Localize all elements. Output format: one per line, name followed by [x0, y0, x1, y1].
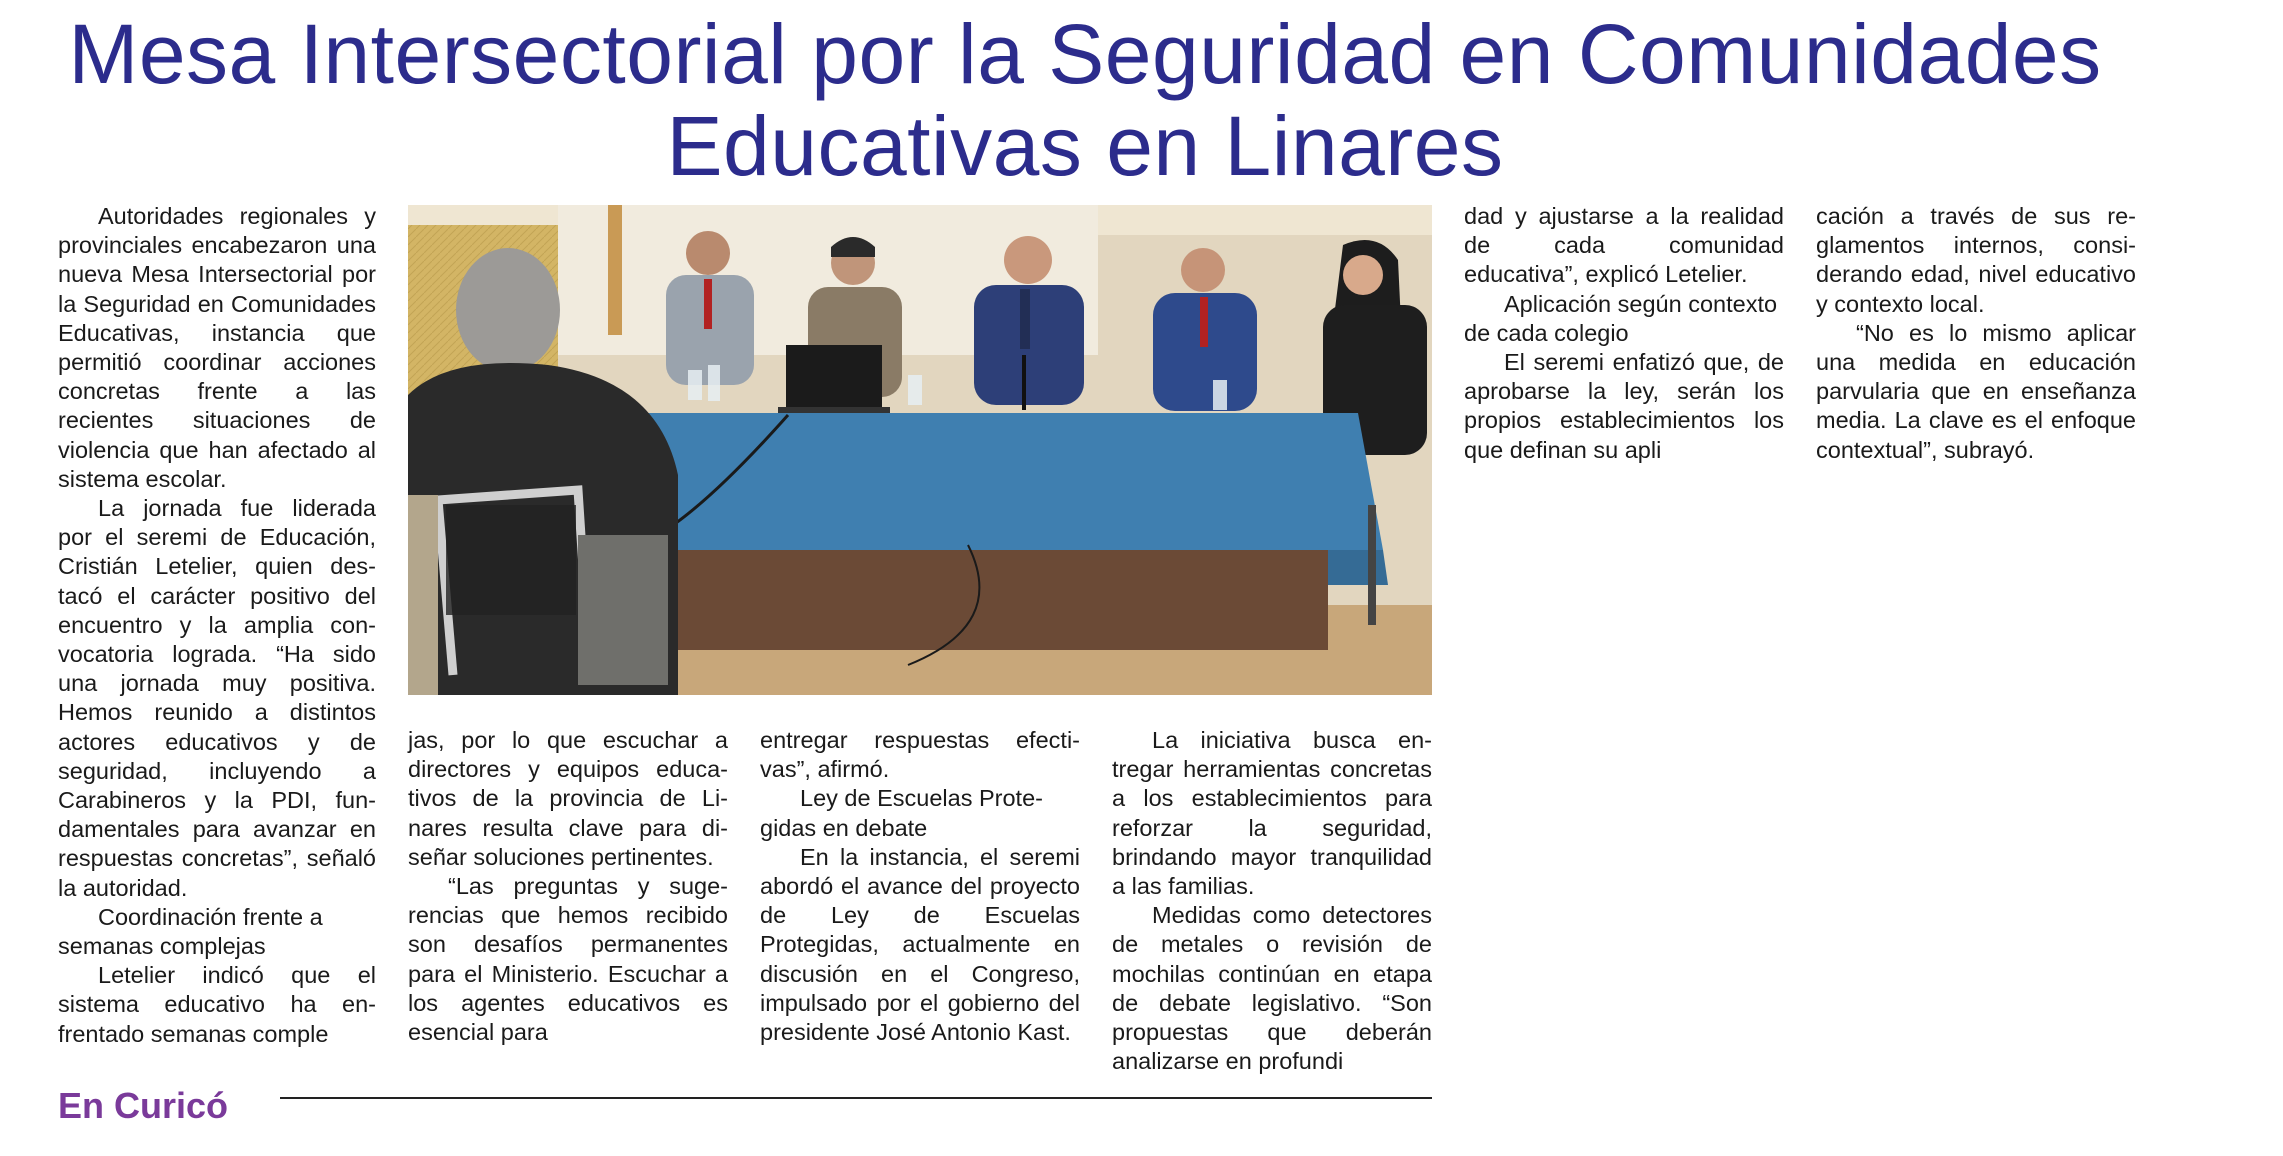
paragraph: jas, por lo que escuchar a directores y equipos educativos de la provincia de Linares resulta clave para diseñar soluciones pertinentes. — [408, 727, 728, 870]
next-section-heading-fragment: En Curicó — [58, 1085, 229, 1126]
text-column-2 — [408, 726, 728, 1047]
text-column-5 — [1464, 202, 1784, 465]
subheading: Aplicación según contexto de cada colegio — [1464, 290, 1778, 346]
text-column-1 — [58, 202, 376, 1049]
paragraph: Autoridades regionales y provinciales encabezaron una nueva Mesa Intersectorial por la Seguridad en Comunidades Educativas, instancia que permitió coordinar acciones concretas frente a las recientes situaciones de violencia que han afectado al sistema escolar. — [58, 203, 376, 492]
paragraph: entregar respuestas efectivas”, afirmó. — [760, 727, 1080, 783]
headline-line-1: Mesa Intersectorial por la Seguridad en Comunidades — [68, 7, 2102, 101]
subheading: Ley de Escuelas Protegidas en debate — [760, 785, 1043, 841]
meeting-photo-illustration — [408, 205, 1432, 695]
text-column-3 — [760, 726, 1080, 1047]
paragraph: La jornada fue liderada por el seremi de Educación, Cristián Letelier, quien destacó el carácter positivo del encuentro y la amplia convocatoria lograda. “Ha sido una jornada muy positiva. Hemos reunido a distintos actores educativos y de seguridad, incluyendo a Carabineros y la PDI, fundamentales para avanzar en respuestas concretas”, señaló la autoridad. — [58, 495, 376, 901]
article-photo — [408, 205, 1432, 695]
text-column-6 — [1816, 202, 2136, 465]
paragraph: Letelier indicó que el sistema educativo ha enfrentado semanas comple — [58, 962, 376, 1047]
paragraph: La iniciativa busca entregar herramientas concretas a los establecimientos para reforzar la seguridad, brindando mayor tranquilidad a las familias. — [1112, 727, 1432, 900]
section-divider — [280, 1097, 1432, 1099]
article-headline — [30, 8, 2140, 192]
text-column-4 — [1112, 726, 1432, 1076]
paragraph: En la instancia, el seremi abordó el avance del proyecto de Ley de Escuelas Protegidas, actualmente en discusión en el Congreso, impulsado por el gobierno del presidente José Antonio Kast. — [760, 843, 1080, 1046]
headline-line-2: Educativas en Linares — [666, 99, 1504, 193]
paragraph: “No es lo mismo aplicar una medida en educación parvularia que en enseñanza media. La clave es el enfoque contextual”, subrayó. — [1816, 319, 2136, 463]
paragraph: “Las preguntas y sugerencias que hemos recibido son desafíos permanentes para el Ministerio. Escuchar a los agentes educativos es esencial para — [408, 873, 728, 1046]
paragraph: El seremi enfatizó que, de aprobarse la ley, serán los propios establecimientos los que definan su apli — [1464, 349, 1784, 463]
paragraph: cación a través de sus reglamentos internos, considerando edad, nivel educativo y contexto local. — [1816, 203, 2136, 317]
subheading: Coordinación frente a semanas complejas — [58, 903, 323, 960]
paragraph: Medidas como detectores de metales o revisión de mochilas continúan en etapa de debate legislativo. “Son propuestas que deberán analizarse en profundi — [1112, 902, 1432, 1075]
paragraph: dad y ajustarse a la realidad de cada comunidad educativa”, explicó Letelier. — [1464, 203, 1784, 288]
